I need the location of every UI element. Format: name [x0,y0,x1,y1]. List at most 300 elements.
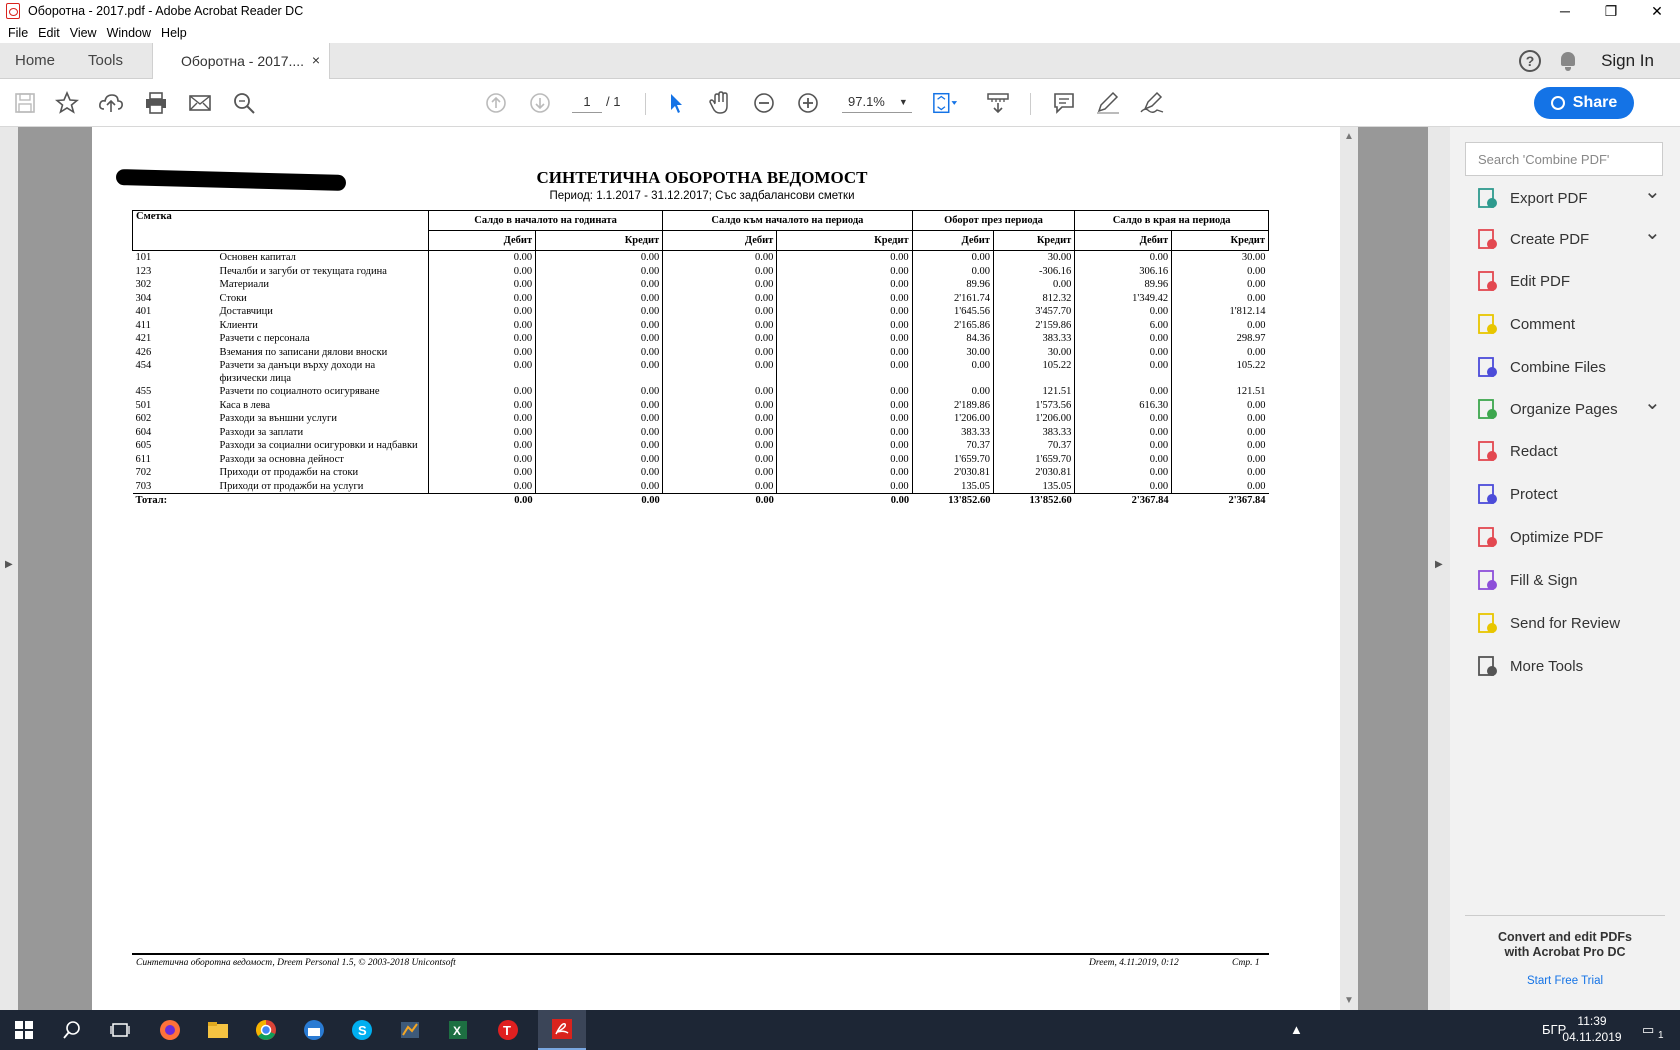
total-cell: 0.00 [663,494,777,508]
scroll-mode-icon[interactable] [985,90,1011,116]
amount-cell: 616.30 [1075,399,1172,413]
amount-cell: 0.00 [429,319,536,333]
amount-cell: 0.00 [1075,453,1172,467]
credit-header: Кредит [536,231,663,251]
scroll-down-icon[interactable]: ▼ [1344,995,1354,1006]
maximize-button[interactable]: ❐ [1604,2,1618,19]
amount-cell: 0.00 [663,292,777,306]
amount-cell: 383.33 [993,332,1074,346]
amount-cell: 0.00 [1075,466,1172,480]
amount-cell: 0.00 [429,453,536,467]
notifications-icon[interactable]: ▭ [1642,1022,1655,1037]
table-row [133,466,1269,480]
amount-cell: 84.36 [912,332,993,346]
amount-cell: 0.00 [1172,466,1269,480]
amount-cell: 0.00 [663,480,777,494]
highlight-pen-icon[interactable] [1095,90,1121,116]
total-cell: 13'852.60 [993,494,1074,508]
table-row [133,480,1269,494]
amount-cell: 1'206.00 [912,412,993,426]
menu-view[interactable]: View [69,25,97,40]
amount-cell: 0.00 [1075,251,1172,265]
credit-header: Кредит [777,231,912,251]
amount-cell: 2'165.86 [912,319,993,333]
amount-cell: 1'573.56 [993,399,1074,413]
amount-cell: 0.00 [777,439,912,453]
account-code: 501 [135,399,152,411]
amount-cell: 0.00 [777,292,912,306]
ledger-table [132,210,1269,508]
account-code: 123 [135,265,152,277]
amount-cell: 0.00 [429,278,536,292]
amount-cell: 0.00 [1172,346,1269,360]
group-header: Салдо в края на периода [1075,211,1269,231]
amount-cell: 383.33 [993,426,1074,440]
account-code: 602 [135,413,152,424]
tools-panel [1450,127,1680,1010]
amount-cell: 0.00 [1172,412,1269,426]
table-row [133,453,1269,467]
chevron-down-icon[interactable]: ⌄ [1644,222,1661,244]
panel-divider [1465,915,1665,916]
amount-cell: 0.00 [993,278,1074,292]
amount-cell: 0.00 [1075,305,1172,319]
tab-home[interactable]: Home [15,52,56,69]
vertical-scrollbar[interactable] [1340,127,1358,1010]
tool-label: Optimize PDF [1510,528,1604,546]
tool-label: Redact [1510,442,1558,460]
amount-cell: 121.51 [993,385,1074,399]
amount-cell: 0.00 [663,265,777,279]
amount-cell: 105.22 [1172,359,1269,385]
amount-cell: 0.00 [777,305,912,319]
file-explorer-icon[interactable] [206,1018,230,1042]
fit-page-icon[interactable] [932,90,958,116]
amount-cell: 0.00 [777,332,912,346]
redact-icon [1476,440,1498,462]
account-name: Разходи за основна дейност [219,453,344,465]
amount-cell: 0.00 [777,251,912,265]
document-subtitle: Период: 1.1.2017 - 31.12.2017; Със задбалансови сметки [549,190,855,202]
table-row [133,439,1269,453]
email-icon[interactable] [187,90,213,116]
tool-combine-files[interactable] [1476,354,1606,380]
account-name: Каса в лева [219,399,271,411]
tab-document-label: Оборотна - 2017.... [181,53,305,69]
scroll-up-icon[interactable]: ▲ [1344,131,1354,142]
amount-cell: 30.00 [993,346,1074,360]
group-header: Оборот през периода [912,211,1075,231]
tab-document[interactable] [152,43,330,79]
minimize-button[interactable]: ─ [1560,3,1570,19]
account-name: Разчети с персонала [219,333,310,344]
amount-cell: 70.37 [912,439,993,453]
pdf-page [92,127,1340,1010]
toolbar [0,79,1680,127]
amount-cell: 0.00 [663,466,777,480]
promo-line-1: Convert and edit PDFs [1497,930,1633,944]
notification-count: 1 [1658,1030,1664,1041]
amount-cell: 0.00 [536,480,663,494]
upload-cloud-icon[interactable] [98,90,124,116]
debit-header: Дебит [912,231,993,251]
account-code: 411 [135,319,151,331]
amount-cell: 0.00 [777,466,912,480]
share-label: Share [1572,94,1618,111]
toolbar-divider [645,93,646,115]
fill-sign-icon [1476,569,1498,591]
account-code: 101 [135,252,152,263]
thunderbird-icon[interactable] [302,1018,326,1042]
firefox-icon[interactable] [158,1018,182,1042]
account-name: Разходи за външни услуги [219,413,337,424]
zoom-in-icon[interactable] [795,90,821,116]
tool-label: Send for Review [1510,614,1621,632]
amount-cell: 0.00 [777,412,912,426]
footer-rule [132,953,1269,955]
taskbar-search-icon[interactable] [60,1018,84,1042]
tool-label: Protect [1510,485,1558,503]
amount-cell: 0.00 [536,278,663,292]
amount-cell: 0.00 [1172,439,1269,453]
teamviewer-icon[interactable] [496,1018,520,1042]
tool-label: Export PDF [1510,189,1588,207]
amount-cell: 1'812.14 [1172,305,1269,319]
tool-comment[interactable] [1476,311,1575,337]
chevron-down-icon[interactable]: ⌄ [1644,181,1661,203]
amount-cell: 0.00 [777,385,912,399]
clock-date: 04.11.2019 [1562,1030,1622,1044]
search-icon[interactable] [231,90,257,116]
svg-text:S: S [358,1023,367,1038]
amount-cell: 30.00 [1172,251,1269,265]
table-row [133,251,1269,265]
hand-tool-icon[interactable] [707,90,733,116]
save-icon[interactable] [12,90,38,116]
amount-cell: 0.00 [429,332,536,346]
amount-cell: 0.00 [536,332,663,346]
amount-cell: 0.00 [429,426,536,440]
account-code: 604 [135,426,152,438]
edit-pdf-icon [1476,270,1498,292]
amount-cell: 0.00 [777,319,912,333]
amount-cell: 0.00 [429,292,536,306]
account-name: Основен капитал [219,252,296,263]
account-name: Доставчици [219,306,273,317]
chrome-icon[interactable] [254,1018,278,1042]
svg-text:X: X [453,1024,462,1038]
amount-cell: 306.16 [1075,265,1172,279]
expand-left-icon[interactable]: ▶ [5,559,13,570]
windows-start-icon[interactable] [12,1018,36,1042]
clock-time: 11:39 [1577,1014,1607,1028]
credit-header: Кредит [993,231,1074,251]
amount-cell: 0.00 [912,385,993,399]
amount-cell: 0.00 [1075,426,1172,440]
table-row [133,346,1269,360]
account-code: 401 [135,306,152,317]
tool-label: Comment [1510,315,1576,333]
table-row [133,385,1269,399]
sign-pen-icon[interactable] [1139,90,1165,116]
amount-cell: 121.51 [1172,385,1269,399]
amount-cell: 0.00 [663,412,777,426]
amount-cell: 0.00 [429,412,536,426]
page-number-input[interactable]: 1 [572,91,602,113]
amount-cell: 89.96 [912,278,993,292]
zoom-out-icon[interactable] [751,90,777,116]
right-panel-toggle[interactable] [1428,127,1450,1010]
menu-window[interactable]: Window [106,25,152,40]
amount-cell: 0.00 [1075,480,1172,494]
tool-label: Organize Pages [1510,400,1618,418]
amount-cell: 0.00 [777,480,912,494]
amount-cell: 0.00 [1172,292,1269,306]
account-code: 302 [135,279,152,290]
taskbar [0,1010,1680,1050]
debit-header: Дебит [1075,231,1172,251]
tool-label: Fill & Sign [1510,571,1578,589]
amount-cell: 1'645.56 [912,305,993,319]
account-code: 605 [135,440,152,451]
tools-search-input[interactable]: Search 'Combine PDF' [1465,142,1663,176]
amount-cell: 2'161.74 [912,292,993,306]
task-view-icon[interactable] [108,1018,132,1042]
amount-cell: 0.00 [1172,399,1269,413]
tool-send-for-review[interactable] [1476,610,1620,636]
amount-cell: 0.00 [536,305,663,319]
send-for-review-icon [1476,612,1498,634]
share-button[interactable] [1534,87,1634,119]
account-code: 426 [135,346,152,358]
comment-icon[interactable] [1051,90,1077,116]
document-title: СИНТЕТИЧНА ОБОРОТНА ВЕДОМОСТ [536,168,868,187]
window-title: Оборотна - 2017.pdf - Adobe Acrobat Reader DC [28,4,304,18]
chevron-down-icon: ▼ [898,96,908,107]
account-name: Вземания по записани дялови вноски [219,346,388,358]
select-cursor-icon[interactable] [663,90,689,116]
amount-cell: 105.22 [993,359,1074,385]
amount-cell: 2'189.86 [912,399,993,413]
amount-cell: 70.37 [993,439,1074,453]
account-code: 454 [135,360,152,371]
export-pdf-icon [1476,187,1498,209]
total-row [133,494,1269,508]
amount-cell: -306.16 [993,265,1074,279]
account-name: Материали [219,279,269,290]
total-cell: 0.00 [536,494,663,508]
account-code: 421 [135,333,152,344]
amount-cell: 0.00 [429,346,536,360]
amount-cell: 0.00 [429,439,536,453]
debit-header: Дебит [429,231,536,251]
amount-cell: 0.00 [663,399,777,413]
chevron-down-icon[interactable]: ⌄ [1644,392,1661,414]
previous-page-icon[interactable] [483,90,509,116]
tool-redact[interactable] [1476,438,1558,464]
clock[interactable] [1556,1013,1628,1045]
amount-cell: 0.00 [1172,453,1269,467]
account-name: Разходи за заплати [219,426,304,438]
amount-cell: 0.00 [663,278,777,292]
amount-cell: 0.00 [536,385,663,399]
amount-cell: 2'030.81 [993,466,1074,480]
total-cell: 13'852.60 [912,494,993,508]
accounting-app-icon[interactable] [398,1018,422,1042]
tool-label: Combine Files [1510,358,1606,376]
amount-cell: 135.05 [912,480,993,494]
amount-cell: 0.00 [663,385,777,399]
amount-cell: 6.00 [1075,319,1172,333]
table-row [133,305,1269,319]
table-row [133,278,1269,292]
amount-cell: 0.00 [777,426,912,440]
amount-cell: 0.00 [429,480,536,494]
share-person-icon [1551,96,1565,110]
amount-cell: 1'659.70 [912,453,993,467]
table-row [133,359,1269,385]
print-icon[interactable] [143,90,169,116]
amount-cell: 0.00 [536,399,663,413]
debit-header: Дебит [663,231,777,251]
tool-label: More Tools [1510,657,1584,675]
tool-edit-pdf[interactable] [1476,268,1570,294]
amount-cell: 0.00 [912,265,993,279]
footer-date: Dreem, 4.11.2019, 0:12 [1089,958,1179,968]
tool-optimize-pdf[interactable] [1476,524,1603,550]
amount-cell: 0.00 [1172,278,1269,292]
amount-cell: 3'457.70 [993,305,1074,319]
credit-header: Кредит [1172,231,1269,251]
amount-cell: 0.00 [429,251,536,265]
amount-cell: 0.00 [912,359,993,385]
promo-line-2: with Acrobat Pro DC [1504,945,1626,959]
menu-file[interactable]: File [8,25,29,40]
amount-cell: 0.00 [777,399,912,413]
tool-create-pdf[interactable] [1476,222,1661,252]
account-name: Стоки [219,292,247,304]
tool-more-tools[interactable] [1476,653,1583,679]
amount-cell: 0.00 [429,305,536,319]
bell-icon[interactable] [1559,51,1577,71]
amount-cell: 1'659.70 [993,453,1074,467]
menu-help[interactable]: Help [161,25,187,40]
amount-cell: 0.00 [663,332,777,346]
amount-cell: 0.00 [663,319,777,333]
amount-cell: 0.00 [536,466,663,480]
amount-cell: 0.00 [663,426,777,440]
amount-cell: 0.00 [429,466,536,480]
account-code: 702 [135,467,152,478]
zoom-level-select[interactable] [842,91,912,113]
amount-cell: 298.97 [1172,332,1269,346]
group-header: Салдо към началото на периода [663,211,912,231]
amount-cell: 0.00 [663,251,777,265]
tool-label: Edit PDF [1510,272,1571,290]
protect-icon [1476,483,1498,505]
account-name: Приходи от продажби на услуги [219,480,364,492]
bookmark-star-icon[interactable] [54,90,80,116]
tool-label: Create PDF [1510,230,1590,248]
tool-fill-sign[interactable] [1476,567,1578,593]
amount-cell: 0.00 [1075,439,1172,453]
amount-cell: 0.00 [429,399,536,413]
close-button[interactable]: ✕ [1651,2,1663,19]
close-tab-icon[interactable]: × [311,52,320,68]
amount-cell: 0.00 [912,251,993,265]
tool-protect[interactable] [1476,481,1558,507]
total-cell: 2'367.84 [1172,494,1269,508]
sign-in-button[interactable]: Sign In [1601,51,1654,70]
table-row [133,426,1269,440]
amount-cell: 0.00 [777,278,912,292]
tool-export-pdf[interactable] [1476,181,1661,211]
toolbar-divider [1030,93,1031,115]
table-row [133,399,1269,413]
account-name: Печалби и загуби от текущата година [219,265,387,277]
account-code: 611 [135,453,151,465]
amount-cell: 1'206.00 [993,412,1074,426]
total-cell: 0.00 [777,494,912,508]
menu-bar [0,22,1680,43]
amount-cell: 0.00 [536,426,663,440]
acrobat-taskbar-icon[interactable] [538,1010,586,1050]
excel-icon[interactable] [446,1018,470,1042]
optimize-pdf-icon [1476,526,1498,548]
tool-organize-pages[interactable] [1476,392,1661,422]
total-cell: 2'367.84 [1075,494,1172,508]
amount-cell: 0.00 [536,453,663,467]
amount-cell: 89.96 [1075,278,1172,292]
tab-tools[interactable]: Tools [88,52,124,69]
start-free-trial-link[interactable]: Start Free Trial [1526,975,1604,987]
amount-cell: 0.00 [777,453,912,467]
help-icon[interactable]: ? [1519,50,1541,72]
amount-cell: 812.32 [993,292,1074,306]
amount-cell: 0.00 [536,346,663,360]
amount-cell: 0.00 [1075,332,1172,346]
account-header: Сметка [133,211,429,251]
account-code: 455 [135,386,152,397]
keyboard-language[interactable]: БГР [1542,1022,1567,1037]
acrobat-icon [6,3,20,19]
account-name: Разходи за социални осигуровки и надбавки [219,440,418,451]
amount-cell: 0.00 [429,385,536,399]
menu-edit[interactable]: Edit [38,25,60,40]
zoom-level-value: 97.1% [848,94,885,109]
amount-cell: 1'349.42 [1075,292,1172,306]
tray-icons[interactable]: ▲ [1290,1022,1303,1037]
next-page-icon[interactable] [527,90,553,116]
amount-cell: 0.00 [777,346,912,360]
skype-icon[interactable] [350,1018,374,1042]
organize-pages-icon [1476,398,1498,420]
total-cell: 0.00 [429,494,536,508]
account-code: 304 [135,292,152,304]
footer-page: Стр. 1 [1232,958,1260,968]
amount-cell: 2'159.86 [993,319,1074,333]
collapse-right-icon[interactable]: ▶ [1435,559,1443,570]
left-panel-toggle[interactable] [0,127,18,1010]
account-name: Приходи от продажби на стоки [219,467,359,478]
amount-cell: 0.00 [536,412,663,426]
table-row [133,332,1269,346]
amount-cell: 0.00 [1172,265,1269,279]
amount-cell: 0.00 [1172,319,1269,333]
account-name: Разчети за данъци върху доходи на физически лица [219,360,376,384]
amount-cell: 0.00 [536,439,663,453]
amount-cell: 30.00 [912,346,993,360]
